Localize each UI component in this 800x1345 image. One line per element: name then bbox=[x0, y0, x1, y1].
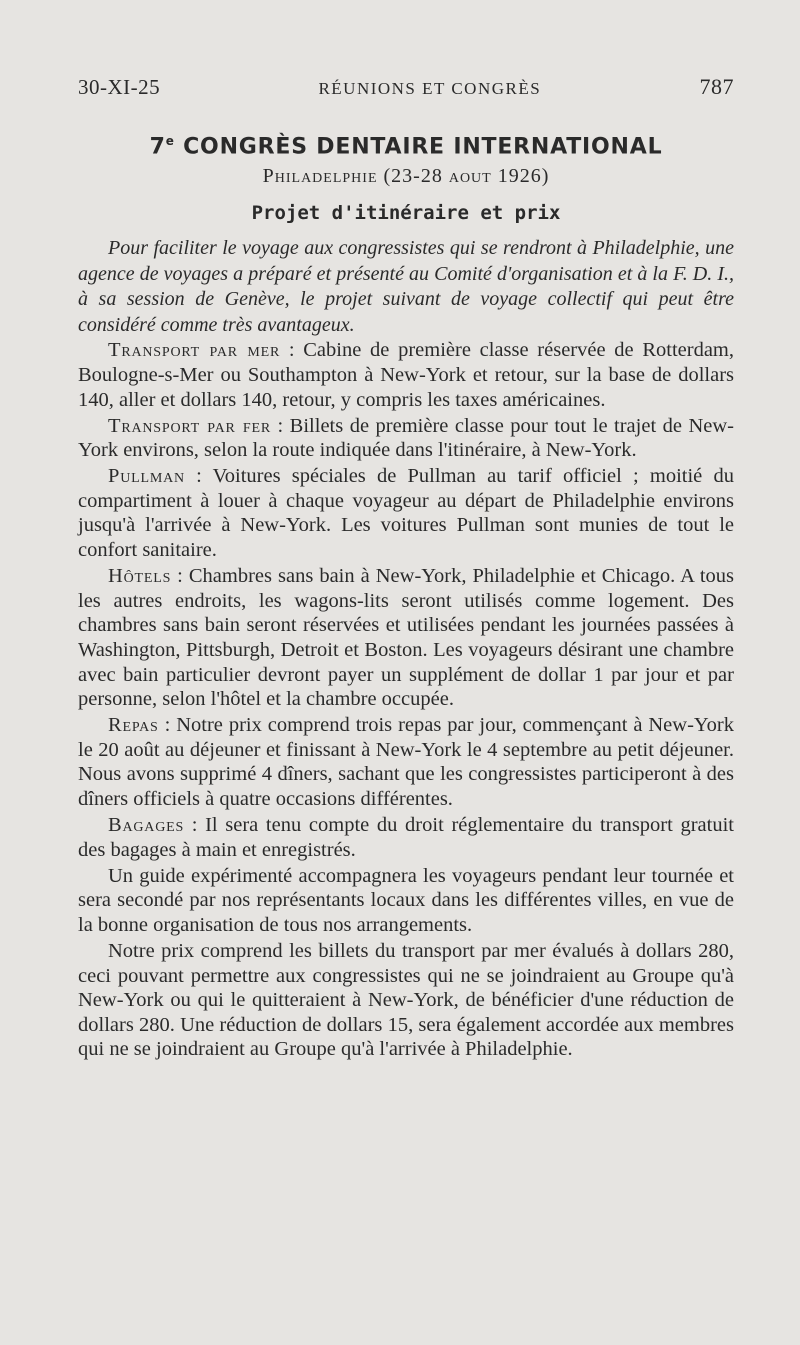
running-header bbox=[78, 74, 734, 106]
paragraph-repas bbox=[78, 713, 734, 811]
paragraph-body: : Notre prix comprend trois repas par jour, commençant à New-York le 20 août au déjeuner et finissant à New-York le 4 septembre au petit déjeuner. Nous avons supprimé 4 dîners, sachant que les congressistes participeront à des dîners officiels à quatre occasions différentes. bbox=[78, 714, 734, 811]
paragraph-transport-mer bbox=[78, 338, 734, 412]
paragraph-hotels bbox=[78, 564, 734, 712]
paragraph-body: : Voitures spéciales de Pullman au tarif officiel ; moitié du compartiment à louer à chaque voyageur au départ de Philadelphie environs jusqu'à l'arrivée à New-York. Les voitures Pullman sont munies de tout le confort sanitaire. bbox=[78, 465, 734, 562]
article-subtitle: Philadelphie (23-28 aout 1926) bbox=[262, 165, 550, 188]
paragraph-lead: Transport par fer bbox=[108, 414, 272, 437]
paragraph-body: : Billets de première classe pour tout le trajet de New-York environs, selon la route indiquée dans l'itinéraire, à New-York. bbox=[78, 414, 734, 462]
article-title bbox=[78, 126, 734, 162]
paragraph-body: : Chambres sans bain à New-York, Philadelphie et Chicago. A tous les autres endroits, les wagons-lits seront utilisés comme logement. Des chambres sans bain seront réservées et utilisées pendant les journées passées à Washington, Pittsburgh, Detroit et Boston. Les voyageurs désirant une chambre avec bain particulier devront payer un supplément de dollar 1 par jour et par personne, selon l'hôtel et la chambre occupée. bbox=[78, 565, 734, 711]
paragraph-body: : Il sera tenu compte du droit réglementaire du transport gratuit des bagages à main et enregistrés. bbox=[78, 814, 734, 861]
paragraph-body: Un guide expérimenté accompagnera les voyageurs pendant leur tournée et sera secondé par nos représentants locaux dans les différentes villes, en vue de la bonne organisation de tous nos arrangements. bbox=[78, 864, 734, 936]
paragraph-lead: Repas bbox=[108, 714, 159, 737]
title-text: CONGRÈS DENTAIRE INTERNATIONAL bbox=[174, 134, 663, 160]
header-date: 30-XI-25 bbox=[78, 75, 161, 99]
header-section: RÉUNIONS ET CONGRÈS bbox=[318, 79, 542, 98]
paragraph-lead: Hôtels bbox=[108, 565, 172, 588]
paragraph-bagages bbox=[78, 813, 734, 862]
title-ordinal: 7 bbox=[149, 134, 166, 160]
page-number: 787 bbox=[699, 74, 734, 99]
paragraph-transport-fer bbox=[78, 414, 734, 463]
paragraph-pullman bbox=[78, 464, 734, 562]
title-ordinal-suffix: e bbox=[165, 134, 175, 148]
intro-paragraph: Pour faciliter le voyage aux congressistes qui se rendront à Philadelphie, une agence de voyages a préparé et présenté au Comité d'organisation et à la F. D. I., à sa session de Genève, le projet suivant de voyage collectif qui peut être considéré comme très avantageux. bbox=[78, 237, 734, 336]
paragraph-lead: Bagages bbox=[108, 814, 185, 837]
paragraph-prix bbox=[78, 939, 734, 1062]
paragraph-lead: Pullman bbox=[108, 465, 185, 488]
section-title: Projet d'itinéraire et prix bbox=[251, 202, 561, 225]
paragraph-body: Notre prix comprend les billets du transport par mer évalués à dollars 280, ceci pouvant permettre aux congressistes qui ne se joindraient au Groupe qu'à New-York ou qui le quitteraient à New-York, de bénéficier d'une réduction de dollars 280. Une réduction de dollars 15, sera également accordée aux membres qui ne se joindraient au Groupe qu'à l'arrivée à Philadelphie. bbox=[78, 940, 734, 1061]
paragraph-guide bbox=[78, 864, 734, 938]
paragraph-body: : Cabine de première classe réservée de Rotterdam, Boulogne-s-Mer ou Southampton à New-York et retour, sur la base de dollars 140, aller et dollars 140, retour, y compris les taxes américaines. bbox=[78, 339, 734, 411]
paragraph-lead: Transport par mer bbox=[108, 339, 281, 362]
